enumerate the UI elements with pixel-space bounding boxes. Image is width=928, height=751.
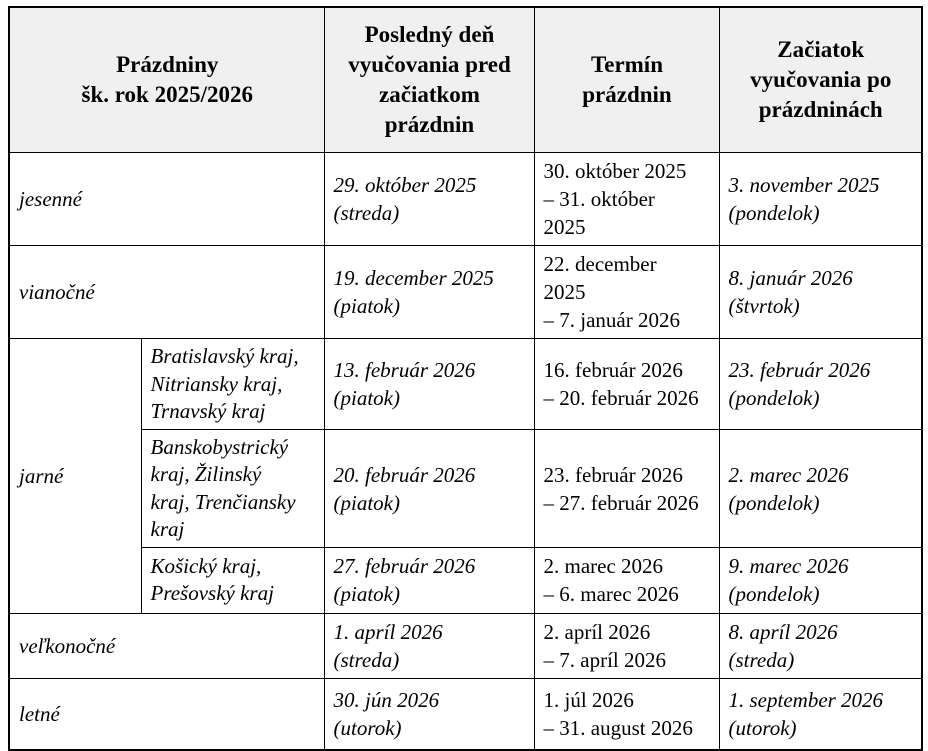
table-row [9,152,922,245]
text-line: 27. február 2026 [333,554,476,579]
text-line: 2. marec 2026 [543,554,664,579]
table-row [9,678,922,750]
header-line: Termín [591,51,663,77]
header-line: Prázdniny [116,51,219,77]
text-line: 16. február 2026 [543,358,683,383]
header-line: šk. rok 2025/2026 [81,81,253,107]
text-line: – 20. február 2026 [543,386,699,411]
text-line: 2. marec 2026 [728,462,849,487]
cell-region [141,430,324,548]
text-line: (piatok) [333,386,400,411]
text-line: – 27. február 2026 [543,490,699,515]
text-line: kraj [150,517,185,542]
cell-start-day [719,678,922,750]
text-line: 13. február 2026 [333,358,476,383]
text-line: (streda) [333,200,400,225]
text-line: kraj, Trenčiansky [150,489,296,514]
text-line: (pondelok) [728,490,820,515]
header-line: vyučovania po [750,66,892,92]
text-line: 2025 [543,214,586,239]
text-line: Prešovský kraj [150,581,274,606]
text-line: – 7. apríl 2026 [543,647,666,672]
cell-holiday-name: jarné [9,339,141,613]
cell-holiday-name: letné [9,678,324,750]
cell-start-day [719,152,922,245]
text-line: (utorok) [728,716,797,741]
cell-last-day [324,152,534,245]
table-body [9,152,922,750]
text-line: 30. jún 2026 [333,687,440,712]
cell-last-day [324,613,534,678]
cell-last-day [324,430,534,548]
table-row [9,245,922,338]
text-line: (utorok) [333,716,402,741]
text-line: – 7. január 2026 [543,308,680,333]
header-line: začiatkom [379,81,480,107]
text-line: 29. október 2025 [333,172,477,197]
text-line: (štvrtok) [728,294,800,319]
text-line: 2. apríl 2026 [543,619,651,644]
column-header-start-day [719,7,922,152]
cell-holiday-name: veľkonočné [9,613,324,678]
text-line: (streda) [333,647,400,672]
cell-start-day [719,245,922,338]
text-line: 2025 [543,280,586,304]
text-line: 19. december 2025 [333,265,494,290]
cell-term [534,613,719,678]
text-line: Bratislavský kraj, [150,344,299,369]
text-line: 20. február 2026 [333,462,476,487]
text-line: – 31. august 2026 [543,716,693,741]
header-line: prázdnin [582,81,672,107]
cell-term [534,430,719,548]
column-header-holiday-name [9,7,324,152]
text-line: kraj, Žilinský [150,462,262,487]
cell-start-day [719,430,922,548]
table-header [9,7,922,152]
table-row [9,613,922,678]
cell-term [534,678,719,750]
cell-start-day [719,548,922,613]
text-line: 23. február 2026 [543,462,683,487]
text-line: (streda) [728,647,795,672]
text-line: – 31. október [543,186,655,211]
column-header-term [534,7,719,152]
text-line: 8. apríl 2026 [728,619,838,644]
header-line: Začiatok [777,36,865,62]
text-line: Trnavský kraj [150,398,266,423]
text-line: (pondelok) [728,200,820,225]
cell-region [141,548,324,613]
header-line: vyučovania pred [348,51,511,77]
table-row [9,430,922,548]
cell-holiday-name: vianočné [9,245,324,338]
column-header-last-day [324,7,534,152]
text-line: 23. február 2026 [728,358,871,383]
text-line: Nitriansky kraj, [150,371,283,396]
cell-last-day [324,548,534,613]
text-line: 1. júl 2026 [543,687,634,712]
text-line: 8. január 2026 [728,265,853,290]
cell-term [534,548,719,613]
text-line: (pondelok) [728,582,820,607]
header-row [9,7,922,152]
cell-region [141,339,324,430]
header-line: prázdnin [384,111,475,137]
header-line: prázdninách [758,96,883,122]
header-line: Posledný deň [364,21,495,47]
text-line: Košický kraj, [150,554,262,579]
cell-term [534,152,719,245]
text-line: 22. december [543,251,657,276]
cell-last-day [324,678,534,750]
table-row [9,548,922,613]
text-line: 3. november 2025 [728,172,880,197]
text-line: 30. október 2025 [543,158,687,183]
cell-last-day [324,245,534,338]
text-line: Banskobystrický [150,435,289,460]
cell-term [534,339,719,430]
text-line: 9. marec 2026 [728,554,849,579]
cell-term [534,245,719,338]
school-holidays-table [8,6,923,751]
cell-start-day [719,339,922,430]
table-row [9,339,922,430]
cell-start-day [719,613,922,678]
text-line: – 6. marec 2026 [543,582,679,607]
text-line: (piatok) [333,294,400,319]
text-line: (piatok) [333,490,400,515]
text-line: 1. september 2026 [728,687,884,712]
cell-last-day [324,339,534,430]
cell-holiday-name: jesenné [9,152,324,245]
text-line: (piatok) [333,582,400,607]
text-line: 1. apríl 2026 [333,619,443,644]
text-line: (pondelok) [728,386,820,411]
